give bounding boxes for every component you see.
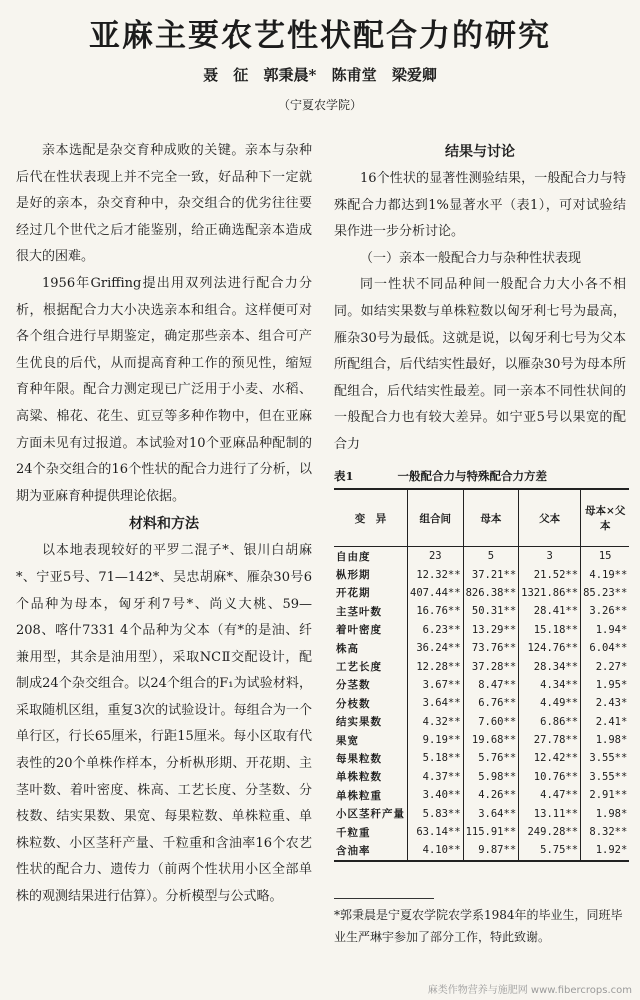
table-cell: 8.47** <box>463 676 519 694</box>
table-cell: 3.55** <box>589 752 628 765</box>
table-cell: 9.19** <box>408 731 464 749</box>
table-cell: 6.86** <box>519 713 581 731</box>
table-cell: 12.42** <box>519 749 581 767</box>
row-label-cell: 每果粒数 <box>334 749 408 767</box>
affiliation: （宁夏农学院） <box>277 98 362 112</box>
table-cell: 21.52** <box>519 565 581 583</box>
table-row <box>334 731 629 749</box>
table-cell: 36.24** <box>408 639 464 657</box>
table-row <box>334 768 629 786</box>
table-cell: 6.76** <box>463 694 519 712</box>
subsection-paragraph: 同一性状不同品种间一般配合力大小各不相同。如结实果数与单株粒数以匈牙利七号为最高，雁杂30号为最低。这就是说，以匈牙利七号为父本所配组合，后代结实性最好，以雁杂30号为母本所配组合，后代结实性最差。同一亲本不同性状间的一般配合力也有较大差异。如宁亚5号以果宽的配合力 <box>334 277 626 452</box>
table-cell: 37.21** <box>463 565 519 583</box>
left-column <box>16 138 312 911</box>
results-paragraph: 16个性状的显著性测验结果，一般配合力与特殊配合力都达到1%显著水平（表1），可对试验结果作进一步分析讨论。 <box>334 171 626 240</box>
table-cell: 5.83** <box>408 804 464 822</box>
table-header-cell: 父本 <box>519 489 581 547</box>
watermark: 麻类作物营养与施肥网 www.fibercrops.com <box>427 985 632 996</box>
table-header-cell: 组合间 <box>408 489 464 547</box>
table-cell: 1.98* <box>595 807 628 820</box>
table-cell: 85.23** <box>583 586 628 599</box>
table-cell: 2.27* <box>595 660 628 673</box>
author-name: 郭秉晨* <box>263 66 317 84</box>
intro-paragraph: 1956年Griffing提出用双列法进行配合力分析，根据配合力大小决选亲本和组合。这样便可对各个组合进行早期鉴定，确定那些亲本、组合可产生优良的后代，从而提高育种工作的预见性，缩短育种年限。配合力测定现已广泛用于小麦、水稻、高粱、棉花、花生、豇豆等多种作物中，但在亚麻方面未见有过报道。本试验对10个亚麻品种配制的24个杂交组合的16个性状的配合力进行了分析，以期为亚麻育种提供理论依据。 <box>16 275 312 504</box>
table-cell: 19.68** <box>463 731 519 749</box>
row-label-cell: 着叶密度 <box>334 621 408 639</box>
row-label-cell: 分茎数 <box>334 676 408 694</box>
row-label-cell: 开花期 <box>334 584 408 602</box>
table-cell: 4.10** <box>408 841 464 860</box>
footnote-rule <box>334 898 434 899</box>
table-row <box>334 694 629 712</box>
row-label-cell: 主茎叶数 <box>334 602 408 620</box>
table-cell: 3.67** <box>408 676 464 694</box>
table-cell: 13.29** <box>463 621 519 639</box>
table-body <box>334 547 629 861</box>
right-column <box>334 138 626 459</box>
table-row <box>334 621 629 639</box>
table-row <box>334 804 629 822</box>
table-row <box>334 823 629 841</box>
subsection-heading: （一）亲本一般配合力与杂种性状表现 <box>360 250 582 266</box>
table-cell: 1321.86** <box>519 584 581 602</box>
table-cell: 124.76** <box>519 639 581 657</box>
table-caption <box>334 468 626 484</box>
table-cell: 27.78** <box>519 731 581 749</box>
row-label-cell: 单株粒重 <box>334 786 408 804</box>
row-label-cell: 结实果数 <box>334 713 408 731</box>
table-cell: 3.64** <box>408 694 464 712</box>
author-name: 聂 征 <box>203 66 249 84</box>
table-cell: 7.60** <box>463 713 519 731</box>
results-heading: 结果与讨论 <box>445 144 515 160</box>
table-row <box>334 565 629 583</box>
table-cell: 115.91** <box>463 823 519 841</box>
table-cell: 4.49** <box>519 694 581 712</box>
table-row <box>334 639 629 657</box>
table-cell: 4.19** <box>589 568 628 581</box>
table-header-row <box>334 489 629 547</box>
table-title: 一般配合力与特殊配合力方差 <box>397 469 548 483</box>
table-cell: 826.38** <box>463 584 519 602</box>
row-label-cell: 分枝数 <box>334 694 408 712</box>
table-cell: 12.28** <box>408 657 464 675</box>
table-row <box>334 602 629 620</box>
table-row <box>334 713 629 731</box>
row-label-cell: 株高 <box>334 639 408 657</box>
table-cell: 9.87** <box>463 841 519 860</box>
table-cell: 16.76** <box>408 602 464 620</box>
table-row <box>334 547 629 566</box>
table-cell: 50.31** <box>463 602 519 620</box>
author-name: 陈甫堂 <box>331 66 377 84</box>
row-label-cell: 工艺长度 <box>334 657 408 675</box>
table-cell: 4.37** <box>408 768 464 786</box>
row-label-cell: 小区茎秆产量 <box>334 804 408 822</box>
table-cell: 4.32** <box>408 713 464 731</box>
intro-paragraph: 亲本选配是杂交育种成败的关键。亲本与杂种后代在性状表现上并不完全一致，好品种下一定就是好的亲本，杂交育种中，杂交组合的优劣往往要经过几个世代之后才能鉴别，给正确选配亲本造成很大的困难。 <box>16 143 312 265</box>
row-label-cell: 千粒重 <box>334 823 408 841</box>
table-cell: 73.76** <box>463 639 519 657</box>
table-row <box>334 584 629 602</box>
author-list <box>0 64 640 85</box>
row-label-cell: 果宽 <box>334 731 408 749</box>
table-cell: 2.43* <box>595 697 628 710</box>
table-cell: 15 <box>598 550 612 563</box>
author-name: 梁爱卿 <box>391 66 437 84</box>
methods-paragraph: 以本地表现较好的平罗二混子*、银川白胡麻*、宁亚5号、71—142*、吴忠胡麻*、雁杂30号6个品种为母本，匈牙利7号*、尚义大桃、59—208、喀什7331 4个品种为父本（有*的是油、纤兼用型，其余是油用型），采取NCⅡ交配设计，配制成24个杂交组合。以24个组合的F₁为试验材料，采取随机区组，重复3次的试验设计。每组合为一个单行区，行长65厘米，行距15厘米。每小区取有代表性的20个单株作样本，分析枞形期、开花期、主茎叶数、着叶密度、株高、工艺长度、分茎数、分枝数、结实果数、果宽、每果粒数、单株粒重、单株粒数、小区茎秆产量、千粒重和含油率16个农艺性状的配合力、遗传力（前两个性状用小区全部单株的观测结果进行估算）。分析模型与公式略。 <box>16 543 312 905</box>
table-header-cell: 变 异 <box>334 489 408 547</box>
table-cell: 407.44** <box>408 584 464 602</box>
table-cell: 3.64** <box>463 804 519 822</box>
table-cell: 1.92* <box>581 841 630 860</box>
table-cell: 5.76** <box>463 749 519 767</box>
row-label-cell: 含油率 <box>334 841 408 860</box>
table-cell: 4.47** <box>519 786 581 804</box>
methods-heading: 材料和方法 <box>129 516 199 533</box>
table-cell: 2.91** <box>589 789 628 802</box>
variance-table <box>334 488 629 862</box>
paper-title: 亚麻主要农艺性状配合力的研究 <box>89 18 551 54</box>
table-row <box>334 676 629 694</box>
table-cell: 10.76** <box>519 768 581 786</box>
table-cell: 1.94* <box>595 623 628 636</box>
table-label: 表1 <box>334 469 354 483</box>
table-cell: 6.23** <box>408 621 464 639</box>
table-cell: 4.34** <box>519 676 581 694</box>
table-row <box>334 841 629 860</box>
table-row <box>334 749 629 767</box>
table-cell: 28.41** <box>519 602 581 620</box>
table-cell: 1.95* <box>595 678 628 691</box>
table-header-cell: 母本 <box>463 489 519 547</box>
table-cell: 3.26** <box>589 605 628 618</box>
table-cell: 6.04** <box>589 642 628 655</box>
table-cell: 5.98** <box>463 768 519 786</box>
table-cell: 63.14** <box>408 823 464 841</box>
table-cell: 2.41* <box>595 715 628 728</box>
footnote: *郭秉晨是宁夏农学院农学系1984年的毕业生，同班毕业生严琳宇参加了部分工作，特此致谢。 <box>334 908 623 944</box>
table-cell: 4.26** <box>463 786 519 804</box>
table-cell: 12.32** <box>408 565 464 583</box>
row-label-cell: 枞形期 <box>334 565 408 583</box>
table-cell: 13.11** <box>519 804 581 822</box>
row-label-cell: 自由度 <box>334 547 408 566</box>
table-cell: 3.55** <box>589 770 628 783</box>
table-cell: 23 <box>408 547 464 566</box>
table-header-cell: 母本×父本 <box>581 489 630 547</box>
table-cell: 28.34** <box>519 657 581 675</box>
table-cell: 5.75** <box>519 841 581 860</box>
table-cell: 249.28** <box>519 823 581 841</box>
table-cell: 3 <box>519 547 581 566</box>
table-cell: 5.18** <box>408 749 464 767</box>
table-cell: 5 <box>463 547 519 566</box>
table-cell: 3.40** <box>408 786 464 804</box>
table-row <box>334 657 629 675</box>
table-cell: 15.18** <box>519 621 581 639</box>
table-cell: 1.98* <box>595 734 628 747</box>
table-row <box>334 786 629 804</box>
row-label-cell: 单株粒数 <box>334 768 408 786</box>
table-cell: 8.32** <box>589 826 628 839</box>
table-cell: 37.28** <box>463 657 519 675</box>
